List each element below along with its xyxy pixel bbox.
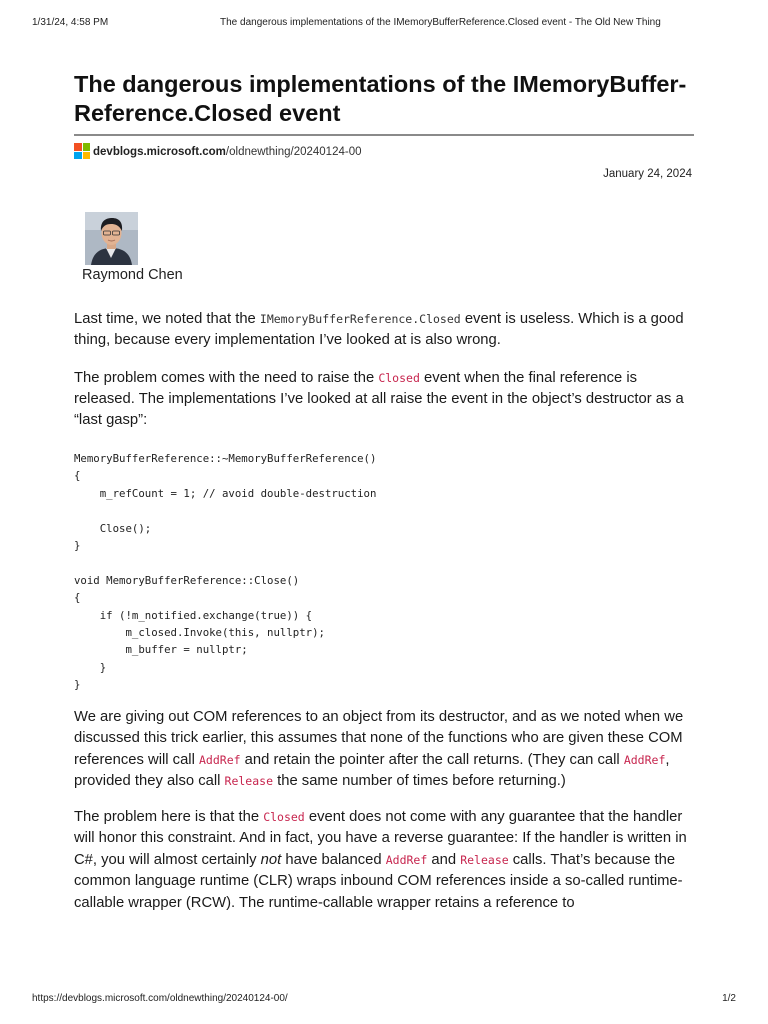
print-url: https://devblogs.microsoft.com/oldnewthing/20240124-00/: [32, 993, 288, 1004]
code-line: m_closed.Invoke(this, nullptr);: [74, 626, 325, 640]
paragraph-2: [74, 368, 696, 431]
code-line: {: [74, 591, 81, 605]
print-timestamp: 1/31/24, 4:58 PM: [32, 17, 109, 28]
text: and retain the pointer after the call returns. (They can call: [240, 751, 624, 768]
emphasis: not: [260, 851, 282, 868]
text: have balanced: [281, 851, 386, 868]
code-line: }: [74, 660, 107, 674]
inline-code: Release: [224, 774, 273, 789]
text: calls. That’s because the common language runtime (CLR) wraps inbound COM references inside a so-called runtime-callable wrapper (RCW). The runtime-callable wrapper retains a reference to: [74, 851, 683, 911]
text: The problem here is that the: [74, 808, 264, 825]
text: event is useless. Which is a good thing, because every implementation I’ve looked at is also wrong.: [74, 311, 684, 348]
source-path: /oldnewthing/20240124-00: [225, 146, 362, 158]
code-line: }: [74, 678, 81, 692]
code-line: void MemoryBufferReference::Close(): [74, 573, 300, 587]
text: event does not come with any guarantee that the handler will honor this constraint. And in fact, you have a reverse guarantee: If the handler is written in C#, you will almost certainly: [74, 808, 687, 868]
code-line: }: [74, 539, 81, 553]
inline-code: Closed: [263, 809, 305, 824]
paragraph-4: [74, 807, 696, 915]
publish-date: January 24, 2024: [603, 168, 692, 180]
code-line: Close();: [74, 521, 152, 535]
title-divider: [74, 134, 694, 136]
source-domain: devblogs.microsoft.com: [93, 146, 226, 158]
text: Last time, we noted that the: [74, 311, 260, 327]
inline-code: Release: [460, 852, 509, 867]
code-line: m_buffer = nullptr;: [74, 643, 248, 657]
code-line: if (!m_notified.exchange(true)) {: [74, 608, 313, 622]
microsoft-logo-icon: [74, 143, 90, 159]
title-line-2: Reference.Closed event: [74, 100, 341, 126]
text: The problem comes with the need to raise the: [74, 370, 379, 386]
print-page-title: The dangerous implementations of the IMemoryBufferReference.Closed event - The Old New Thing: [220, 17, 661, 28]
inline-code: Closed: [378, 371, 420, 385]
code-line: m_refCount = 1; // avoid double-destruction: [74, 486, 377, 500]
inline-code: IMemoryBufferReference.Closed: [259, 312, 461, 326]
text: , provided they also call: [74, 751, 670, 790]
text: event when the final reference is released. The implementations I’ve looked at all raise the event in the object’s destructor as a “last gasp”:: [74, 370, 684, 428]
inline-code: AddRef: [623, 752, 666, 767]
inline-code: AddRef: [385, 852, 428, 867]
paragraph-1: [74, 309, 696, 351]
code-line: MemoryBufferReference::~MemoryBufferReference(): [74, 452, 377, 465]
author-block: [82, 212, 183, 285]
text: We are giving out COM references to an object from its destructor, and as we noted when we discussed this trick earlier, this assumes that none of the functions who are given these COM references will call: [74, 708, 684, 768]
text: and: [427, 851, 461, 868]
page-number: 1/2: [722, 993, 736, 1004]
article-body: [74, 309, 696, 914]
text: the same number of times before returning.): [273, 773, 566, 790]
paragraph-3: [74, 707, 696, 793]
code-block: [74, 450, 696, 694]
author-avatar: [85, 212, 138, 265]
article-title: [74, 70, 698, 128]
code-line: {: [74, 469, 81, 483]
author-name[interactable]: Raymond Chen: [82, 267, 183, 283]
title-line-1: The dangerous implementations of the IMemoryBuffer-: [74, 71, 687, 97]
inline-code: AddRef: [199, 752, 241, 767]
source-link[interactable]: [74, 143, 361, 159]
